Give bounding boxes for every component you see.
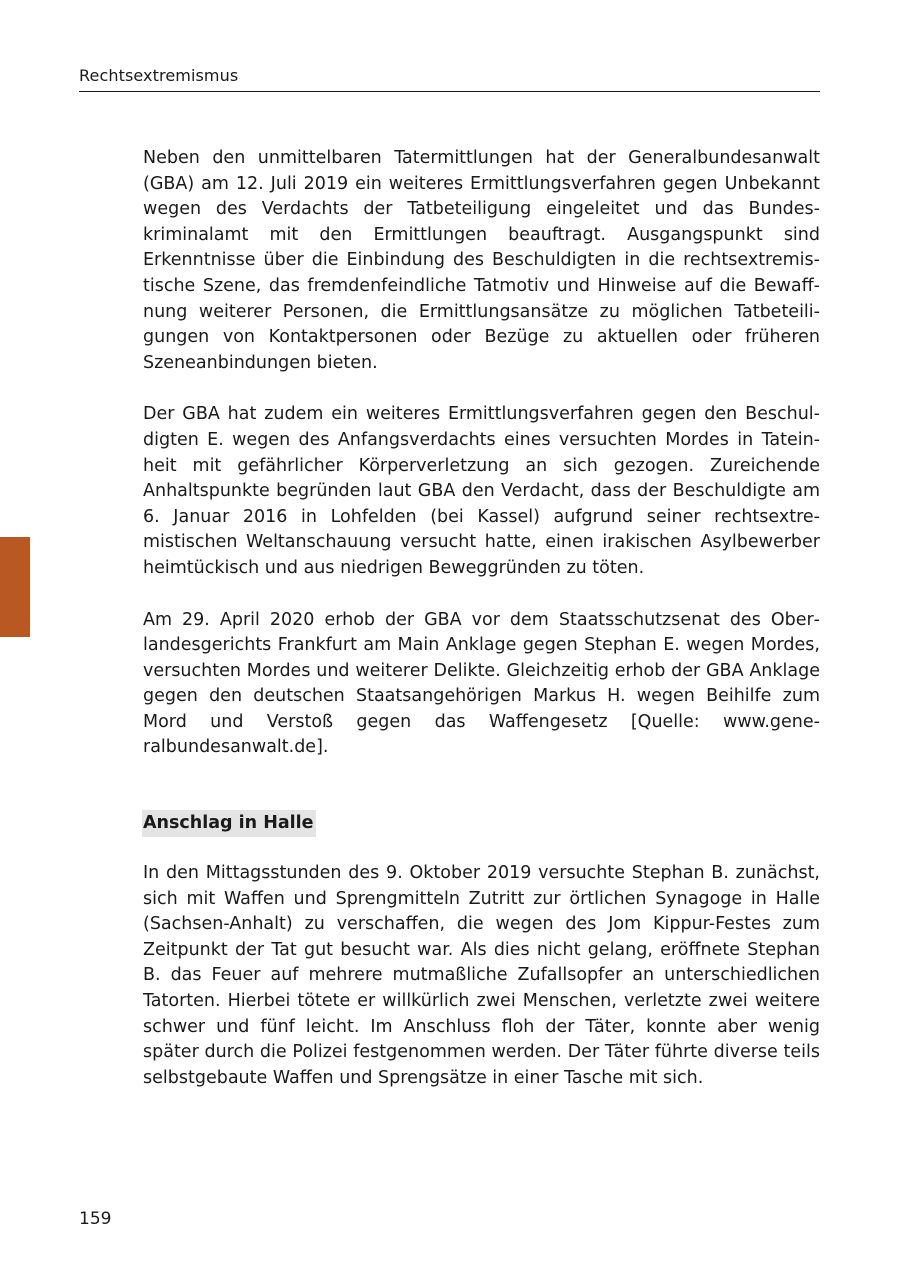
body-paragraph: Neben den unmittelbaren Tatermittlungen hat der Generalbundesanwalt (GBA) am 12. Juli 2019 ein weiteres Ermittlungsverfahren gegen Unbekannt wegen des Verdachts der Tatbeteiligung eingeleitet und das Bundeskriminalamt mit den Ermittlungen beauftragt. Ausgangspunkt sind Erkenntnisse über die Einbindung des Beschuldigten in die rechtsextremistische Szene, das fremdenfeindliche Tatmotiv und Hinweise auf die Bewaffnung weiterer Personen, die Ermittlungsansätze zu möglichen Tatbeteiligungen von Kontaktpersonen oder Bezüge zu aktuellen oder früheren Szeneanbindungen bieten. [143,148,820,373]
page-body [143,146,820,1091]
page-number: 159 [79,1209,112,1229]
section-heading: Anschlag in Halle [142,810,316,837]
body-paragraph: Am 29. April 2020 erhob der GBA vor dem Staatsschutzsenat des Oberlandesgerichts Frankfurt am Main Anklage gegen Stephan E. wegen Mordes, versuchten Mordes und weiterer Delikte. Gleichzeitig erhob der GBA Anklage gegen den deutschen Staatsangehörigen Markus H. wegen Beihilfe zum Mord und Verstoß gegen das Waffengesetz [Quelle: www.generalbundesanwalt.de]. [143,609,820,758]
header-rule [79,91,820,92]
body-paragraph: In den Mittagsstunden des 9. Oktober 2019 versuchte Stephan B. zunächst, sich mit Waffen und Sprengmitteln Zutritt zur örtlichen Synagoge in Halle (Sachsen-Anhalt) zu verschaffen, die wegen des Jom Kippur-Festes zum Zeitpunkt der Tat gut besucht war. Als dies nicht gelang, eröffnete Stephan B. das Feuer auf mehrere mutmaßliche Zufallsopfer an unterschiedlichen Tatorten. Hierbei tötete er willkürlich zwei Menschen, verletzte zwei weitere schwer und fünf leicht. Im Anschluss floh der Täter, konnte aber wenig später durch die Polizei festgenommen werden. Der Täter führte diverse teils selbstgebaute Waffen und Sprengsätze in einer Tasche mit sich. [143,863,820,1088]
body-paragraph: Der GBA hat zudem ein weiteres Ermittlungsverfahren gegen den Beschuldigten E. wegen des Anfangsverdachts eines versuchten Mordes in Tateinheit mit gefährlicher Körperverletzung an sich gezogen. Zureichende Anhaltspunkte begründen laut GBA den Verdacht, dass der Beschuldigte am 6. Januar 2016 in Lohfelden (bei Kassel) aufgrund seiner rechtsextremistischen Weltanschauung versucht hatte, einen irakischen Asylbewerber heimtückisch und aus niedrigen Beweggründen zu töten. [143,404,820,578]
running-header-title: Rechtsextremismus [79,66,239,85]
chapter-edge-tab [0,537,30,637]
